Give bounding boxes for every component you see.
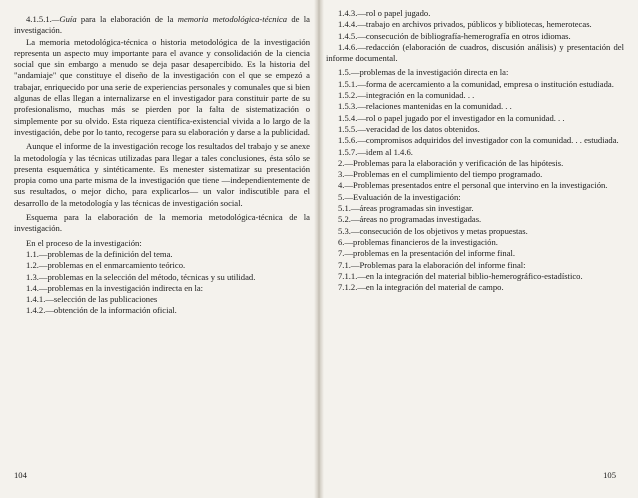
list-item: 5.3.—consecución de los objetivos y metas propuestas. xyxy=(338,225,528,236)
list-item: 1.5.4.—rol o papel jugado por el investigador en la comunidad. . . xyxy=(338,112,565,123)
list-item: 1.5.—problemas de la investigación directa en la: xyxy=(338,67,509,78)
right-page-text xyxy=(326,8,624,293)
list-item: 6.—problemas financieros de la investigación. xyxy=(338,236,498,247)
section-number: 4.1.5.1. xyxy=(26,14,52,24)
left-page xyxy=(0,0,318,498)
list-item: 1.4.6.—redacción (elaboración de cuadros, discusión análisis) y presentación del informe documental. xyxy=(326,41,624,64)
list-item: 1.4.1.—selección de las publicaciones xyxy=(26,294,158,305)
list-item: 7.1.2.—en la integración del material de campo. xyxy=(338,282,504,293)
list-item: 1.5.1.—forma de acercamiento a la comunidad, empresa o institución estudiada. xyxy=(338,78,614,89)
list-item: 1.4.4.—trabajo en archivos privados, públicos y bibliotecas, hemerotecas. xyxy=(338,19,592,30)
section-title-end: de la investigación. xyxy=(14,14,310,36)
list-item: 5.1.—áreas programadas sin investigar. xyxy=(338,203,474,214)
list-item: 7.1.1.—en la integración del material biblio-hemerográfico-estadístico. xyxy=(338,270,583,281)
paragraph: La memoria metodológica-técnica o historia metodológica de la investigación representa un aspecto muy importante para el avance y consolidación de la ciencia social que sin embargo a menudo se deja pasar desapercibido. Es la historia del "andamiaje" que constituye el diseño de la investigación con el que se empezó a trabajar, enriquecido por una serie de experiencias personales y comunales que si bien algunas de ellas llegan a internalizarse en el investigador para constituir parte de su profesionalismo, muchas más se pierden por la falta de sistematización o simplemente por su olvido. Esta riqueza científica-existencial vivida a lo largo de la investigación, debe por lo tanto, recogerse para su elaboración y darse a la publicidad. xyxy=(14,36,310,137)
list-item: 1.4.2.—obtención de la información oficial. xyxy=(26,305,177,316)
list-item: 4.—Problemas presentados entre el personal que intervino en la investigación. xyxy=(338,180,608,191)
list-item: 1.2.—problemas en el enmarcamiento teórico. xyxy=(26,260,186,271)
section-heading xyxy=(14,14,310,37)
section-title-text: para la elaboración de la xyxy=(76,14,178,24)
list-item: 1.4.5.—consecución de bibliografía-hemerografía en otros idiomas. xyxy=(338,30,571,41)
list-item: 1.1.—problemas de la definición del tema. xyxy=(26,248,173,259)
list-item: 5.—Evaluación de la investigación: xyxy=(338,191,461,202)
list-item: 1.5.5.—veracidad de los datos obtenidos. xyxy=(338,123,480,134)
page-number-left: 104 xyxy=(14,470,27,480)
section-title-italic: —Guía xyxy=(51,14,77,24)
paragraph: Esquema para la elaboración de la memoria metodológica-técnica de la investigación. xyxy=(14,212,310,234)
list-item: 1.5.7.—idem al 1.4.6. xyxy=(338,146,413,157)
list-item: 1.3.—problemas en la selección del método, técnicas y su utilidad. xyxy=(26,271,256,282)
section-title-italic-2: memoria metodológica-técnica xyxy=(177,14,288,24)
left-page-text xyxy=(14,14,310,317)
list-item: 1.4.—problemas en la investigación indirecta en la: xyxy=(26,282,204,293)
list-item: 1.5.2.—integración en la comunidad. . . xyxy=(338,90,475,101)
paragraph: En el proceso de la investigación: xyxy=(26,237,142,248)
list-item: 7.—problemas en la presentación del informe final. xyxy=(338,248,516,259)
list-item: 7.1.—Problemas para la elaboración del informe final: xyxy=(338,259,526,270)
list-item: 1.5.3.—relaciones mantenidas en la comunidad. . . xyxy=(338,101,512,112)
list-item: 1.4.3.—rol o papel jugado. xyxy=(338,8,431,18)
list-item: 1.5.6.—compromisos adquiridos del investigador con la comunidad. . . estudiada. xyxy=(338,135,619,146)
list-item: 2.—Problemas para la elaboración y verificación de las hipótesis. xyxy=(338,157,564,168)
list-item: 3.—Problemas en el cumplimiento del tiempo programado. xyxy=(338,169,543,180)
paragraph: Aunque el informe de la investigación recoge los resultados del trabajo y se anexe la metodología y las técnicas utilizadas para llegar a tales conclusiones, ésta sólo se presenta esquemática y sintéticamente. Es menester sistematizar su presentación propia como una parte misma de la investigación que tiene —independientemente de sus resultados, o mejor dicho, para explicarlos— un valor indiscutible para el desarrollo de la metodología y las técnicas de investigación social. xyxy=(14,141,310,208)
page-number-right: 105 xyxy=(603,470,616,480)
list-item: 5.2.—áreas no programadas investigadas. xyxy=(338,214,482,225)
right-page xyxy=(318,0,638,498)
